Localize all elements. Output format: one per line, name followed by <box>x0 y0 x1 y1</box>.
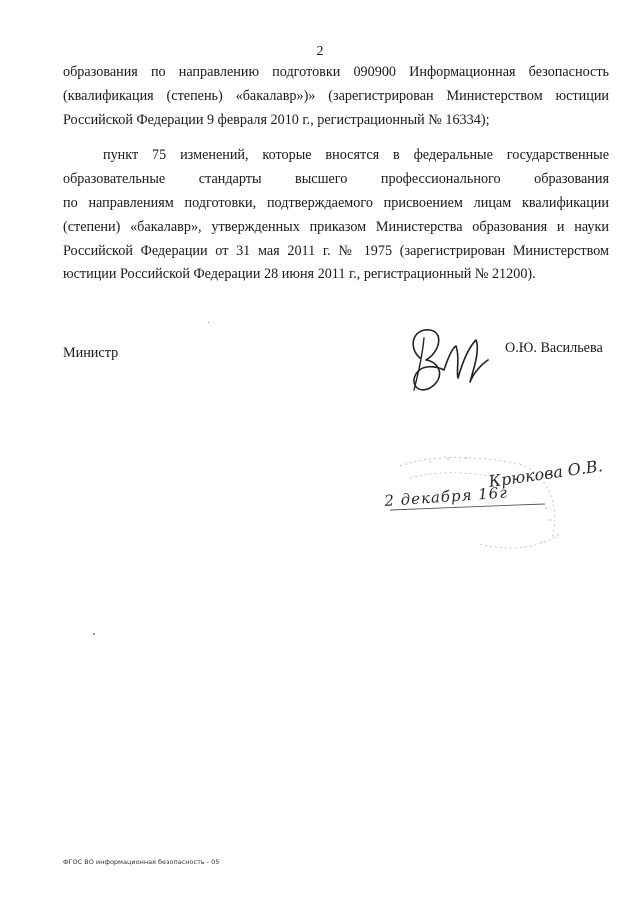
paragraph-2-line: юстиции Российской Федерации 28 июня 2011 г., регистрационный № 21200). <box>63 266 536 283</box>
paragraph-2-line: пункт 75 изменений, которые вносятся в федеральные государственные <box>103 147 609 164</box>
handwritten-signature <box>400 318 492 398</box>
handwritten-name: Крюкова О.В. <box>487 456 604 491</box>
signatory-name: О.Ю. Васильева <box>505 340 603 356</box>
handwritten-date: 2 декабря 16г <box>383 483 509 510</box>
paragraph-2-line: по направлениям подготовки, подтверждаемого присвоением лицам квалификации <box>63 194 609 211</box>
paragraph-1-line: образования по направлению подготовки 090900 Информационная безопасность <box>63 64 609 80</box>
document-body <box>63 61 609 287</box>
paragraph-2-line: (степени) «бакалавр», утвержденных приказом Министерства образования и науки <box>63 218 609 235</box>
paragraph-1-line: Российской Федерации 9 февраля 2010 г., регистрационный № 16334); <box>63 111 490 128</box>
page-number: 2 <box>316 44 324 59</box>
scan-speck <box>208 322 209 323</box>
scan-speck <box>93 633 95 635</box>
document-footer: ФГОС ВО информационная безопасность - 05 <box>63 858 220 866</box>
signatory-title: Министр <box>63 345 119 361</box>
paragraph-1-line: (квалификация (степень) «бакалавр»)» (зарегистрирован Министерством юстиции <box>63 87 609 104</box>
paragraph-2-line: образовательные стандарты высшего профессионального образования <box>63 171 609 188</box>
paragraph-2-line: Российской Федерации от 31 мая 2011 г. № 1975 (зарегистрирован Министерством <box>63 242 609 259</box>
